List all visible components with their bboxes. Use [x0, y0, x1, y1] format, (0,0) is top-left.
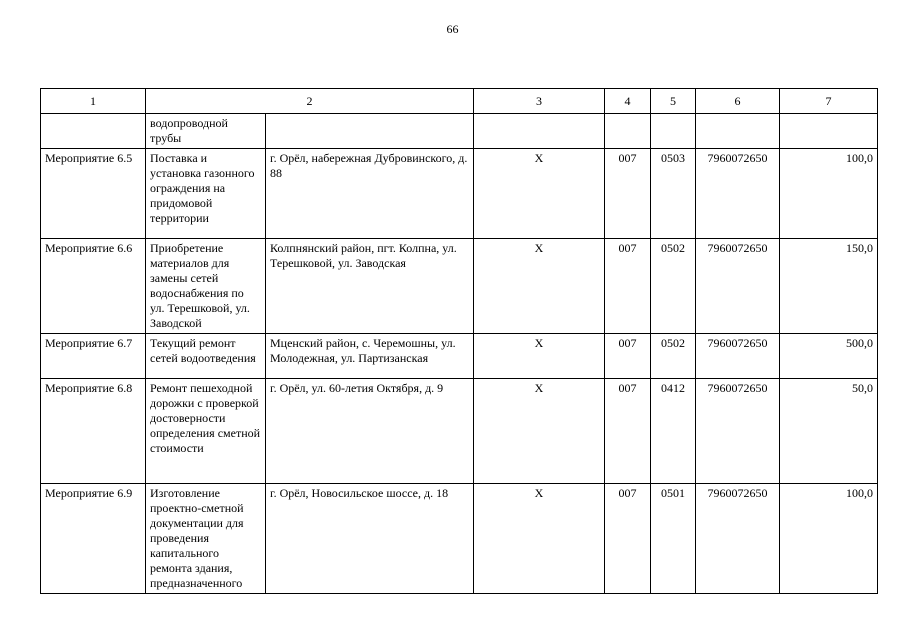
cell-col7: 100,0	[780, 484, 878, 594]
cell-id: Мероприятие 6.8	[41, 379, 146, 484]
cell-col6: 7960072650	[696, 334, 780, 379]
cell-col3: X	[474, 149, 605, 239]
cell-id: Мероприятие 6.9	[41, 484, 146, 594]
cell-address: Колпнянский район, пгт. Колпна, ул. Терешковой, ул. Заводская	[266, 239, 474, 334]
cell-col5	[651, 114, 696, 149]
header-cell: 5	[651, 89, 696, 114]
cell-col6: 7960072650	[696, 239, 780, 334]
cell-name: Приобретение материалов для замены сетей водоснабжения по ул. Терешковой, ул. Заводской	[146, 239, 266, 334]
cell-address: г. Орёл, набережная Дубровинского, д. 88	[266, 149, 474, 239]
cell-address: г. Орёл, Новосильское шоссе, д. 18	[266, 484, 474, 594]
page-number: 66	[446, 22, 459, 36]
cell-address: Мценский район, с. Черемошны, ул. Молодежная, ул. Партизанская	[266, 334, 474, 379]
cell-col5: 0412	[651, 379, 696, 484]
cell-col5: 0502	[651, 239, 696, 334]
cell-address	[266, 114, 474, 149]
header-cell: 6	[696, 89, 780, 114]
cell-col3: X	[474, 334, 605, 379]
table-row	[41, 484, 878, 594]
cell-id: Мероприятие 6.5	[41, 149, 146, 239]
header-row	[41, 89, 878, 114]
cell-id: Мероприятие 6.7	[41, 334, 146, 379]
cell-col3	[474, 114, 605, 149]
cell-name: Ремонт пешеходной дорожки с проверкой достоверности определения сметной стоимости	[146, 379, 266, 484]
table-row	[41, 379, 878, 484]
cell-col4: 007	[605, 334, 651, 379]
budget-table	[40, 88, 878, 594]
continuation-row	[41, 114, 878, 149]
cell-col7: 100,0	[780, 149, 878, 239]
cell-col3: X	[474, 239, 605, 334]
cell-col6: 7960072650	[696, 484, 780, 594]
header-cell: 3	[474, 89, 605, 114]
cell-col4: 007	[605, 239, 651, 334]
cell-col3: X	[474, 484, 605, 594]
cell-name: Изготовление проектно-сметной документации для проведения капитального ремонта здания, предназначенного	[146, 484, 266, 594]
cell-address: г. Орёл, ул. 60-летия Октября, д. 9	[266, 379, 474, 484]
cell-name: Текущий ремонт сетей водоотведения	[146, 334, 266, 379]
cell-col4: 007	[605, 149, 651, 239]
cell-col3: X	[474, 379, 605, 484]
cell-col6: 7960072650	[696, 149, 780, 239]
cell-col4: 007	[605, 379, 651, 484]
header-cell: 7	[780, 89, 878, 114]
cell-col5: 0503	[651, 149, 696, 239]
cell-col4: 007	[605, 484, 651, 594]
header-cell: 1	[41, 89, 146, 114]
cell-col7	[780, 114, 878, 149]
cell-col5: 0501	[651, 484, 696, 594]
cell-name: водопроводной трубы	[146, 114, 266, 149]
header-cell: 4	[605, 89, 651, 114]
cell-name: Поставка и установка газонного ограждения на придомовой территории	[146, 149, 266, 239]
cell-col6: 7960072650	[696, 379, 780, 484]
cell-col7: 500,0	[780, 334, 878, 379]
cell-col4	[605, 114, 651, 149]
table-row	[41, 149, 878, 239]
cell-id	[41, 114, 146, 149]
cell-col6	[696, 114, 780, 149]
header-cell: 2	[146, 89, 474, 114]
table-row	[41, 334, 878, 379]
table-row	[41, 239, 878, 334]
cell-col5: 0502	[651, 334, 696, 379]
cell-col7: 50,0	[780, 379, 878, 484]
cell-col7: 150,0	[780, 239, 878, 334]
cell-id: Мероприятие 6.6	[41, 239, 146, 334]
